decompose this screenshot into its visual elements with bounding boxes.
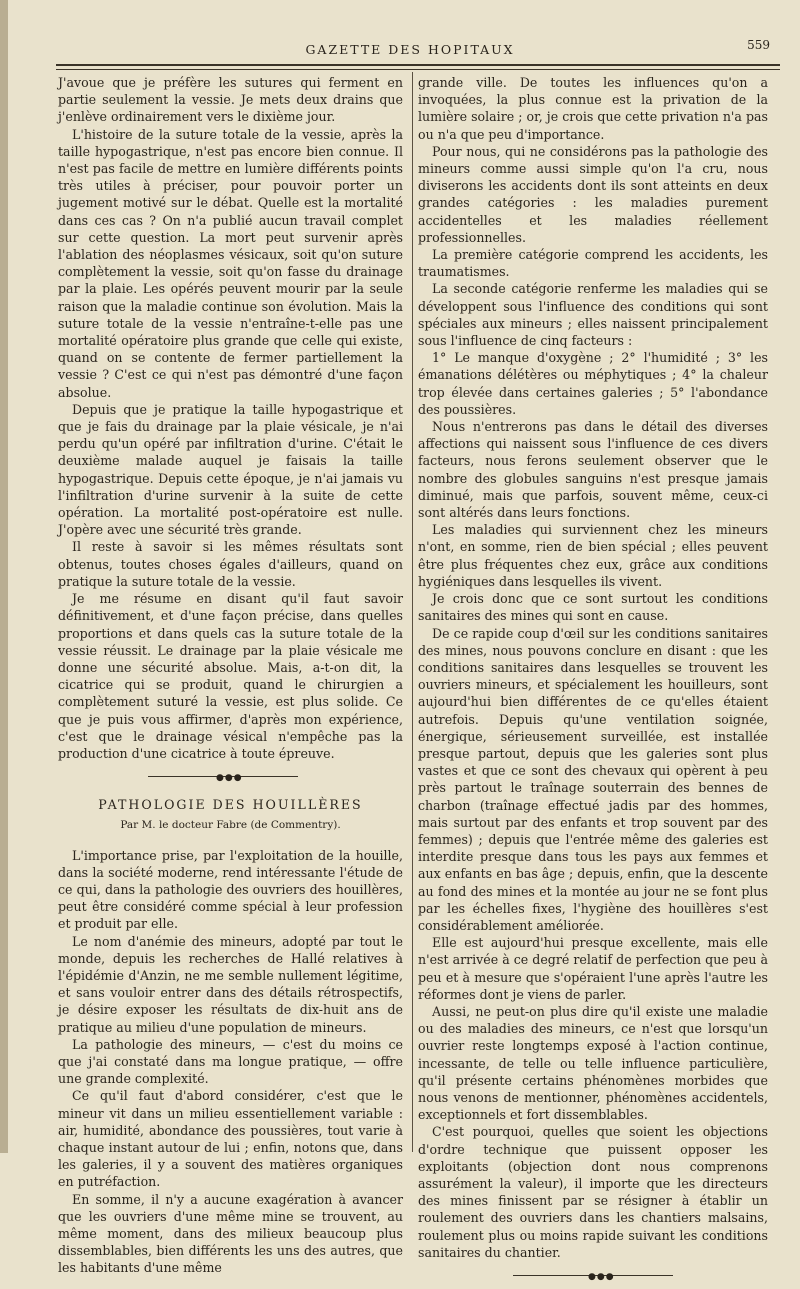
running-title: GAZETTE DES HOPITAUX xyxy=(305,42,515,57)
paragraph: L'histoire de la suture totale de la vessie, après la taille hypogastrique, n'est pas encore bien connue. Il n'est pas facile de mettre en lumière différents points très utiles à préciser, pour pouvoir porter un jugement motivé sur le débat. Quelle est la mortalité dans ces cas ? On n'a publié aucun travail complet sur cette question. La mort peut survenir après l'ablation des néoplasmes vésicaux, soit qu'on suture complètement la vessie, soit qu'on fasse du drainage par la plaie. Les opérés peuvent mourir par la seule raison que la maladie continue son évolution. Mais la suture totale de la vessie n'entraîne-t-elle pas une mortalité opératoire plus grande que celle qui existe, quand on se contente de fermer partiellement la vessie ? C'est ce qui n'est pas démontré d'une façon absolue. xyxy=(58,126,403,400)
header-rule-thick xyxy=(56,64,780,66)
paragraph: Je crois donc que ce sont surtout les conditions sanitaires des mines qui sont en cause. xyxy=(418,591,768,624)
author-byline: Par M. le docteur Fabre (de Commentry). xyxy=(120,819,341,832)
section-separator: ●●● xyxy=(58,762,403,790)
paragraph: La première catégorie comprend les accidents, les traumatismes. xyxy=(418,247,768,280)
section-title: PATHOLOGIE DES HOUILLÈRES xyxy=(98,797,363,813)
left-column xyxy=(58,74,403,1277)
paragraph: Pour nous, qui ne considérons pas la pathologie des mineurs comme aussi simple qu'on l'a cru, nous diviserons les accidents dont ils sont atteints en deux grandes catégories : les maladies purement accidentelles et les maladies réellement professionnelles. xyxy=(418,143,768,245)
paragraph: Depuis que je pratique la taille hypogastrique et que je fais du drainage par la plaie vésicale, je n'ai perdu qu'un opéré par infiltration d'urine. C'était le deuxième malade auquel je faisais la taille hypogastrique. Depuis cette époque, je n'ai jamais vu l'infiltration d'urine survenir à la suite de cette opération. La mortalité post-opératoire est nulle. J'opère avec une sécurité très grande. xyxy=(58,401,403,538)
paragraph: Ce qu'il faut d'abord considérer, c'est que le mineur vit dans un milieu essentiellement variable : air, humidité, abondance des poussières, tout varie à chaque instant autour de lui ; enfin, notons que, dans les galeries, il y a souvent des matières organiques en putréfaction. xyxy=(58,1088,403,1190)
paragraph: Les maladies qui surviennent chez les mineurs n'ont, en somme, rien de bien spécial ; elles peuvent être plus fréquentes chez eux, grâce aux conditions hygiéniques dans lesquelles ils vivent. xyxy=(418,522,768,589)
paragraph: En somme, il n'y a aucune exagération à avancer que les ouvriers d'une même mine se trouvent, au même moment, dans des milieux beaucoup plus dissemblables, bien différents les uns des autres, que les habitants d'une même xyxy=(58,1191,403,1276)
paragraph: Le nom d'anémie des mineurs, adopté par tout le monde, depuis les recherches de Hallé relatives à l'épidémie d'Anzin, ne me semble nullement légitime, et sans vouloir entrer dans des détails rétrospectifs, je désire exposer les résultats de dix-huit ans de pratique au milieu d'une population de mineurs. xyxy=(58,933,403,1035)
paragraph: L'importance prise, par l'exploitation de la houille, dans la société moderne, rend intéressante l'étude de ce qui, dans la pathologie des ouvriers des houillères, peut être considéré comme spécial à leur profession et produit par elle. xyxy=(58,847,403,932)
paragraph: Aussi, ne peut-on plus dire qu'il existe une maladie ou des maladies des mineurs, ce n'est que lorsqu'un ouvrier reste longtemps exposé à l'action continue, incessante, de telle ou telle influence particulière, qu'il présente certains phénomènes morbides que nous venons de mentionner, phénomènes accidentels, exceptionnels et fort dissemblables. xyxy=(418,1003,768,1123)
paragraph: Elle est aujourd'hui presque excellente, mais elle n'est arrivée à ce degré relatif de perfection que peu à peu et à mesure que s'opéraient l'une après l'autre les réformes dont je viens de parler. xyxy=(418,935,768,1002)
column-divider xyxy=(412,72,413,1152)
paragraph: C'est pourquoi, quelles que soient les objections d'ordre technique que puissent opposer les exploitants (objection dont nous comprenons assurément la valeur), il importe que les directeurs des mines finissent par se résigner à établir un roulement des ouvriers dans les chantiers malsains, roulement plus ou moins rapide suivant les conditions sanitaires du chantier. xyxy=(418,1124,768,1260)
paragraph: 1° Le manque d'oxygène ; 2° l'humidité ; 3° les émanations délétères ou méphytiques ; 4° la chaleur trop élevée dans certaines galeries ; 5° l'abondance des poussières. xyxy=(418,350,768,417)
paragraph: Il reste à savoir si les mêmes résultats sont obtenus, toutes choses égales d'ailleurs, quand on pratique la suture totale de la vessie. xyxy=(58,539,403,589)
header-rule-thin xyxy=(56,69,780,70)
end-separator: ●●● xyxy=(418,1261,768,1289)
paragraph: La pathologie des mineurs, — c'est du moins ce que j'ai constaté dans ma longue pratique, — offre une grande complexité. xyxy=(58,1036,403,1087)
paragraph: Nous n'entrerons pas dans le détail des diverses affections qui naissent sous l'influence de ces divers facteurs, nous ferons seulement observer que le nombre des globules sanguins n'est presque jamais diminué, mais que parfois, souvent même, ceux-ci sont altérés dans leurs fonctions. xyxy=(418,419,768,521)
page-binding-edge xyxy=(0,0,8,1153)
page-number: 559 xyxy=(747,38,770,52)
paragraph: grande ville. De toutes les influences qu'on a invoquées, la plus connue est la privation de la lumière solaire ; or, je crois que cette privation n'a pas ou n'a que peu d'importance. xyxy=(418,75,768,142)
paragraph: J'avoue que je préfère les sutures qui ferment en partie seulement la vessie. Je mets deux drains que j'enlève ordinairement vers le dixième jour. xyxy=(58,75,403,125)
paragraph: La seconde catégorie renferme les maladies qui se développent sous l'influence des conditions qui sont spéciales aux mineurs ; elles naissent principalement sous l'influence de cinq facteurs : xyxy=(418,281,768,349)
page-header xyxy=(40,36,780,58)
paragraph: Je me résume en disant qu'il faut savoir définitivement, et d'une façon précise, dans quelles proportions et dans quels cas la suture totale de la vessie réussit. Le drainage par la plaie vésicale me donne une sécurité absolue. Mais, a-t-on dit, la cicatrice qui se produit, quand le chirurgien a complètement suturé la vessie, est plus solide. Ce que je puis vous affirmer, d'après mon expérience, c'est que le drainage vésical n'empêche pas la production d'une cicatrice à toute épreuve. xyxy=(58,591,403,761)
right-column xyxy=(418,74,768,1289)
paragraph: De ce rapide coup d'œil sur les conditions sanitaires des mines, nous pouvons conclure en disant : que les conditions sanitaires dans lesquelles se trouvent les ouvriers mineurs, et spécialement les houilleurs, sont aujourd'hui bien différentes de ce qu'elles étaient autrefois. Depuis qu'une ventilation soignée, énergique, sérieusement surveillée, est installée presque partout, depuis que les galeries sont plus vastes et que ce sont des chevaux qui opèrent à peu près partout le traînage souterrain des bennes de charbon (traînage effectué jadis par des hommes, mais surtout par des enfants et trop souvent par des femmes) ; depuis que l'entrée même des galeries est interdite presque dans tous les pays aux femmes et aux enfants en bas âge ; depuis, enfin, que la descente au fond des mines et la montée au jour ne se font plus par les échelles fixes, l'hygiène des houillères s'est considérablement améliorée. xyxy=(418,625,768,933)
